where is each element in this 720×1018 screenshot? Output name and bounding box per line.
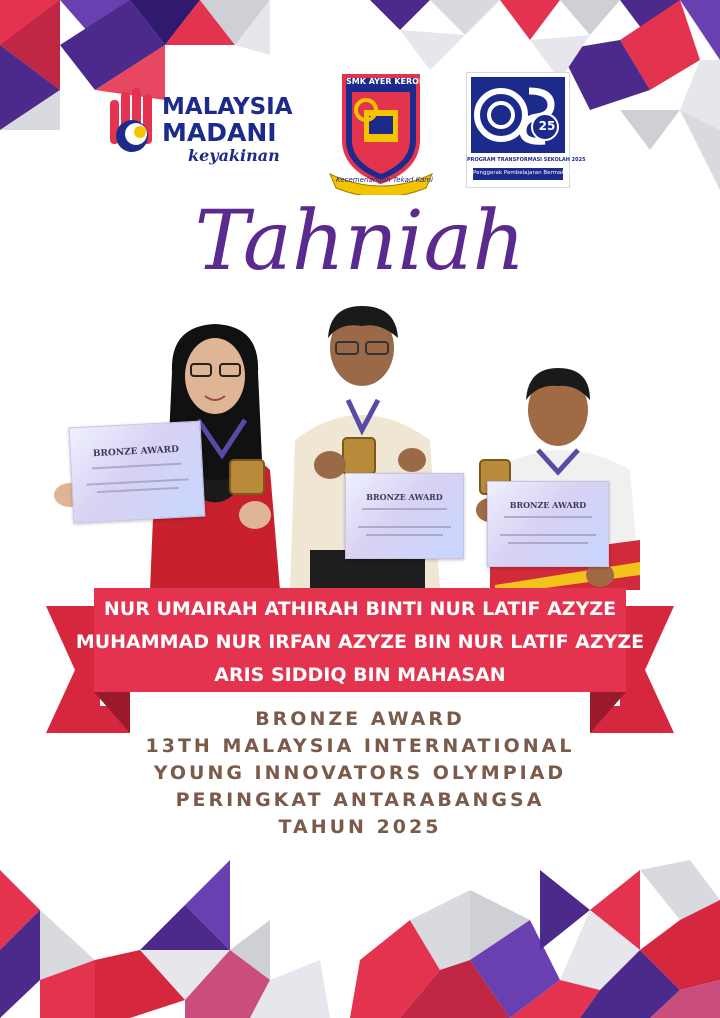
winner-name-1: NUR UMAIRAH ATHIRAH BINTI NUR LATIF AZYZE (103, 598, 617, 620)
madani-line1: MALAYSIA (162, 94, 293, 120)
school-motto-text: Kecemerlangan Tekad Kami (336, 176, 433, 184)
pts-2025-logo (466, 72, 586, 188)
certificate-1 (69, 421, 206, 524)
award-line-1: BRONZE AWARD (255, 708, 465, 730)
madani-line3: keyakinan (188, 146, 280, 165)
pts-title: PROGRAM TRANSFORMASI SEKOLAH 2025 (467, 157, 586, 163)
headline-tahniah: Tahniah (194, 194, 526, 289)
pts-subtitle-text: Penggerak Pembelajaran Bermakna (473, 170, 572, 176)
pts-emblem-icon (471, 77, 565, 153)
madani-line2: MADANI (162, 118, 277, 147)
certificate-1-title: BRONZE AWARD (92, 444, 180, 460)
winner-name-3: ARIS SIDDIQ BIN MAHASAN (214, 664, 506, 686)
certificate-2-title: BRONZE AWARD (366, 492, 443, 502)
school-name-text: SMK AYER KEROH (346, 77, 426, 86)
madani-hand-icon (108, 86, 158, 166)
certificate-2 (345, 473, 464, 559)
award-line-4: PERINGKAT ANTARABANGSA (175, 789, 545, 811)
winner-name-2: MUHAMMAD NUR IRFAN AZYZE BIN NUR LATIF AZYZE (75, 631, 645, 653)
award-line-3: YOUNG INNOVATORS OLYMPIAD (153, 762, 567, 784)
school-crest-logo (322, 70, 440, 195)
certificate-3 (487, 481, 609, 567)
award-line-2: 13TH MALAYSIA INTERNATIONAL (145, 735, 575, 757)
bottom-geometric-decoration (0, 860, 720, 1018)
malaysia-madani-logo (108, 86, 308, 176)
pts-number: 25 (538, 119, 556, 133)
certificate-3-title: BRONZE AWARD (509, 500, 587, 510)
award-line-5: TAHUN 2025 (278, 816, 442, 838)
